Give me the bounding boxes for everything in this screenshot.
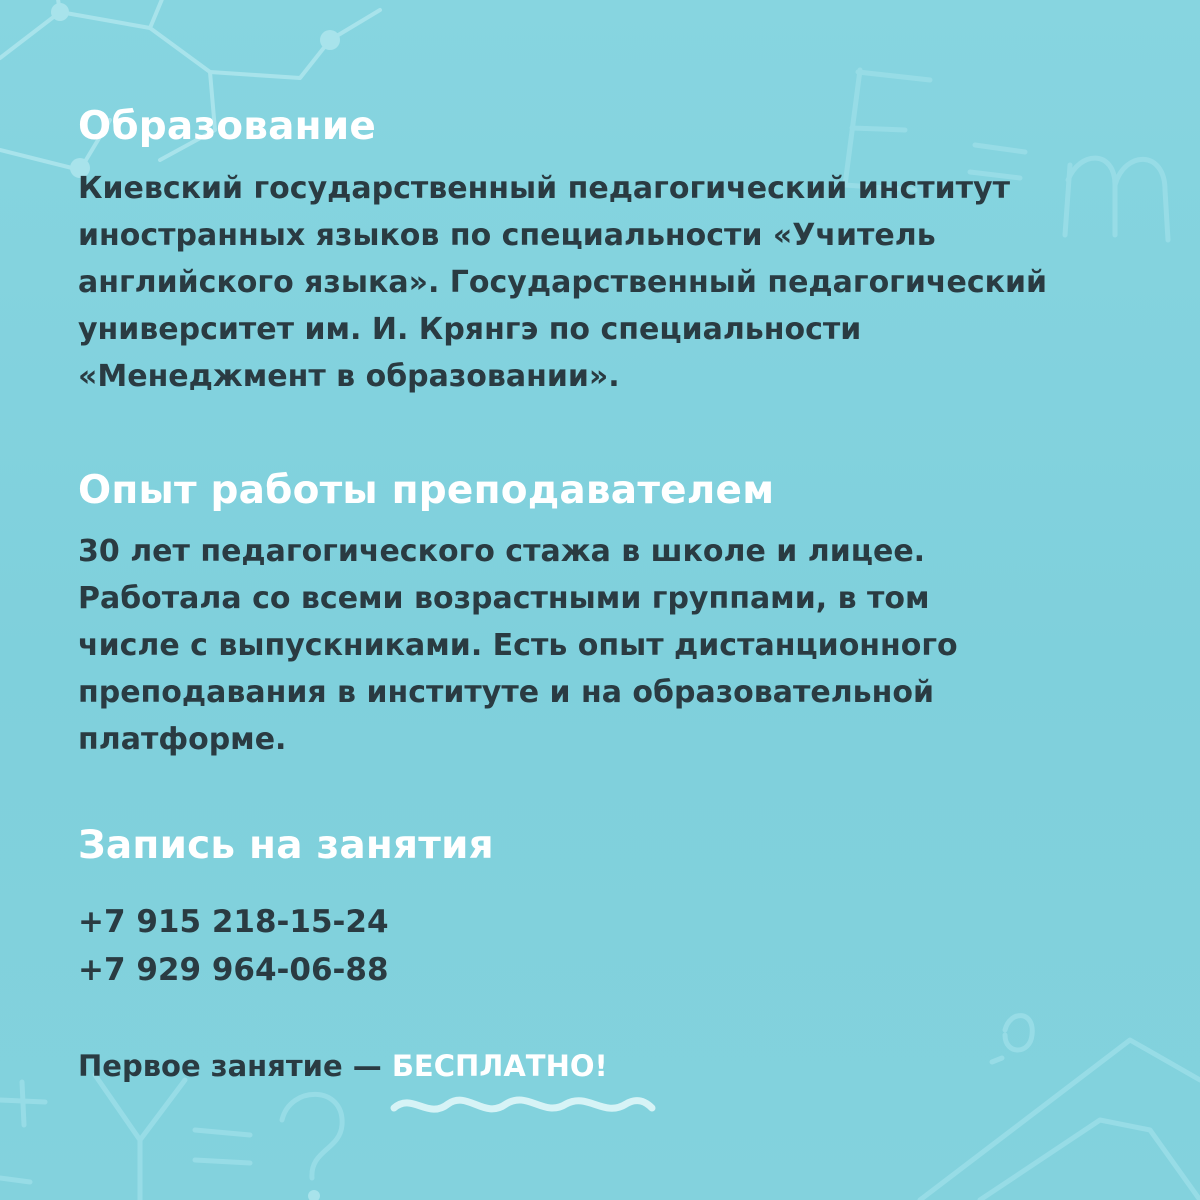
molecule-icon bbox=[0, 0, 380, 178]
experience-line: числе с выпускниками. Есть опыт дистанционного bbox=[78, 628, 958, 663]
signup-heading: Запись на занятия bbox=[78, 823, 494, 868]
education-line: Киевский государственный педагогический институт bbox=[78, 171, 1010, 206]
education-line: иностранных языков по специальности «Учитель bbox=[78, 218, 936, 253]
education-text bbox=[78, 165, 1138, 400]
education-line: университет им. И. Крянгэ по специальности bbox=[78, 312, 862, 347]
education-line: «Менеджмент в образовании». bbox=[78, 359, 620, 394]
promo-line bbox=[78, 1046, 608, 1086]
squiggle-underline-icon bbox=[388, 1088, 658, 1122]
phone-number-2[interactable]: +7 929 964-06-88 bbox=[78, 952, 389, 988]
triangle-icon bbox=[920, 1016, 1200, 1200]
experience-line: преподавания в институте и на образовательной bbox=[78, 675, 934, 710]
experience-line: 30 лет педагогического стажа в школе и лицее. bbox=[78, 534, 926, 569]
promo-text: Первое занятие — bbox=[78, 1049, 392, 1083]
promo-free-highlight: БЕСПЛАТНО! bbox=[391, 1049, 608, 1083]
formula-y-equals-question-icon bbox=[0, 1075, 342, 1200]
education-heading: Образование bbox=[78, 104, 376, 149]
phone-number-1[interactable]: +7 915 218-15-24 bbox=[78, 904, 389, 940]
experience-line: Работала со всеми возрастными группами, в том bbox=[78, 581, 930, 616]
experience-text bbox=[78, 528, 1138, 763]
education-line: английского языка». Государственный педагогический bbox=[78, 265, 1048, 300]
experience-line: платформе. bbox=[78, 722, 287, 757]
experience-heading: Опыт работы преподавателем bbox=[78, 468, 775, 513]
